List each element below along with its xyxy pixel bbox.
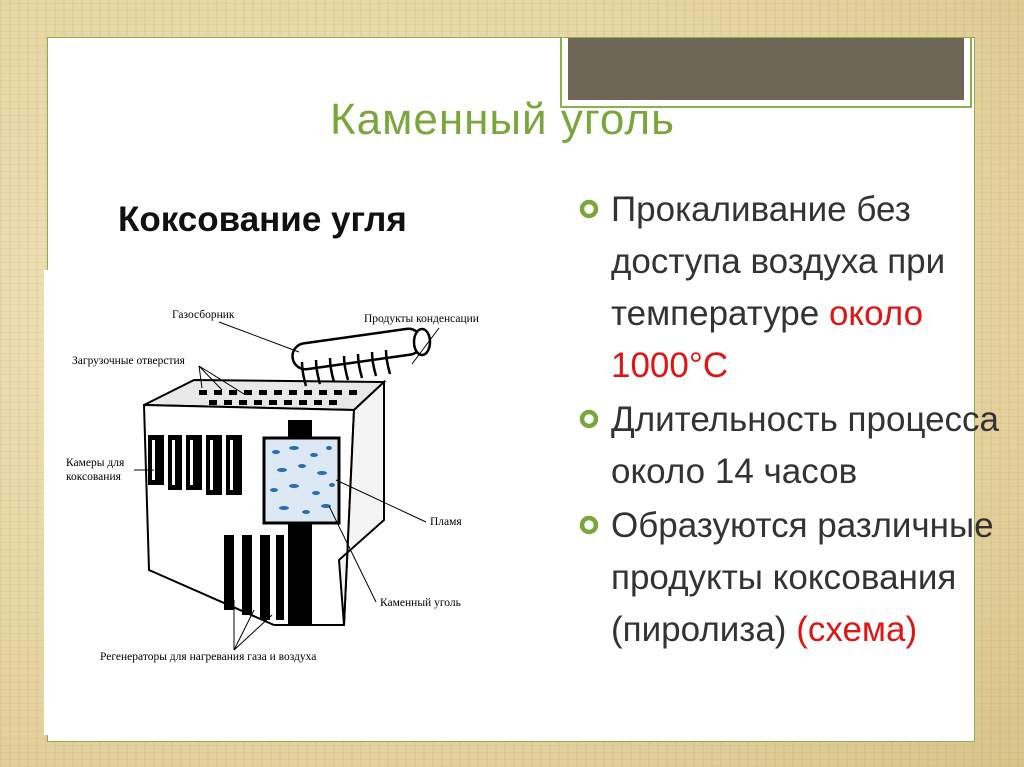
bullet-item	[578, 184, 1008, 392]
label-coking-chambers-2: коксования	[66, 471, 121, 483]
label-regenerators: Регенераторы для нагревания газа и воздуха	[100, 651, 317, 663]
slide-title: Каменный уголь	[330, 95, 676, 144]
bullet-list	[578, 184, 1008, 658]
bullet-highlight: около 1000°С	[611, 294, 924, 385]
label-coal: Каменный уголь	[380, 597, 461, 609]
bullet-text: Прокаливание без доступа воздуха при температуре	[611, 190, 946, 333]
bullet-item	[578, 394, 1008, 498]
label-gas-collector: Газосборник	[172, 309, 235, 321]
label-loading-holes: Загрузочные отверстия	[72, 355, 185, 367]
bullet-text: Образуются различные продукты коксования (пиролиза)	[611, 506, 994, 649]
bullet-item	[578, 500, 1008, 656]
coke-oven-diagram	[44, 270, 544, 735]
label-condensation-products: Продукты конденсации	[364, 313, 479, 325]
bullet-ring-icon	[578, 514, 600, 536]
label-flame: Пламя	[430, 516, 462, 528]
slide-subtitle: Коксование угля	[118, 200, 407, 239]
bullet-ring-icon	[578, 198, 600, 220]
bullet-text: Длительность процесса около 14 часов	[611, 400, 1000, 491]
label-coking-chambers-1: Камеры для	[66, 457, 125, 469]
bullet-ring-icon	[578, 408, 600, 430]
bullet-highlight: (схема)	[796, 610, 918, 649]
